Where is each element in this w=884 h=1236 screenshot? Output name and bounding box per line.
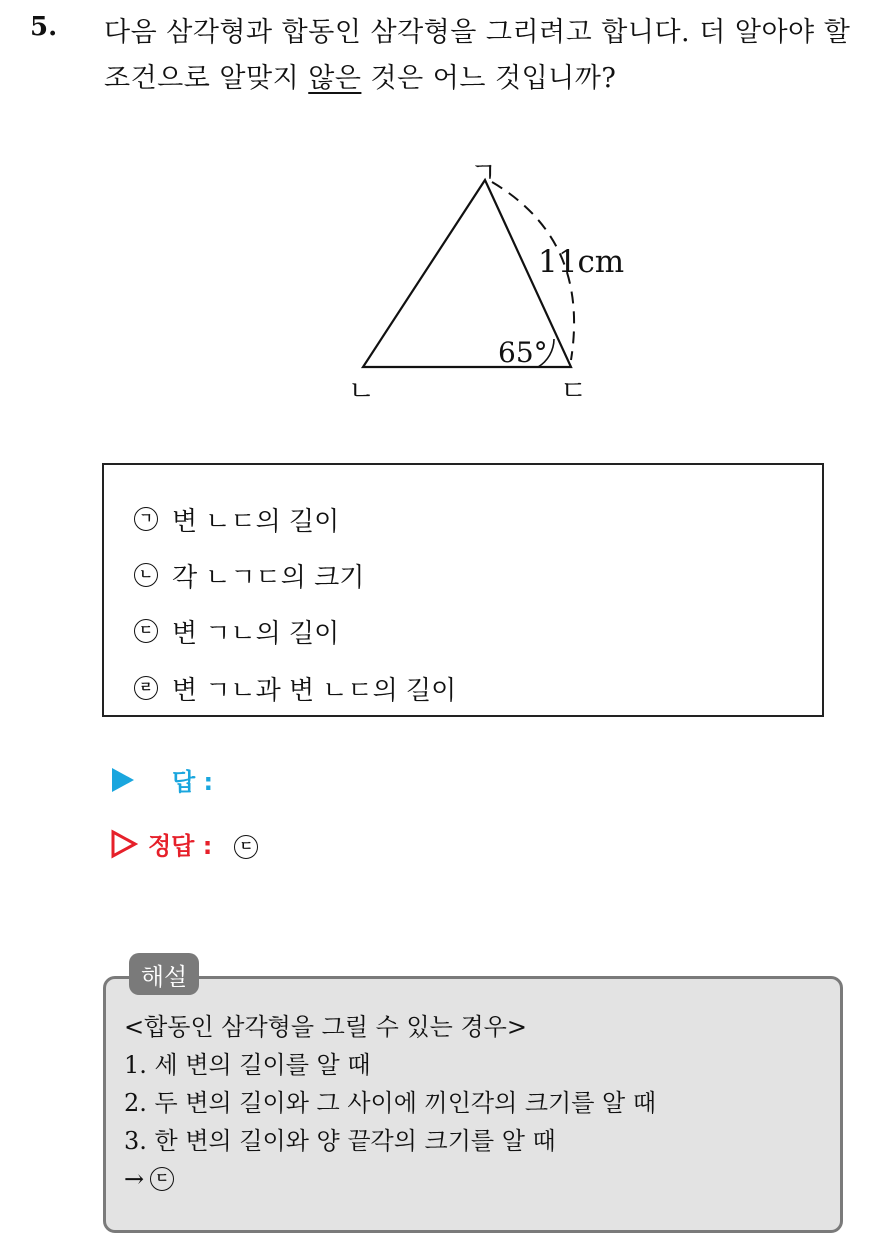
explanation-line-1: <합동인 삼각형을 그릴 수 있는 경우> bbox=[124, 1013, 527, 1041]
outline-triangle-icon bbox=[110, 829, 138, 859]
vertex-label-left: ㄴ bbox=[348, 374, 376, 407]
choice-2[interactable] bbox=[134, 555, 364, 595]
explanation-tag: 해설 bbox=[129, 953, 199, 995]
correct-answer-value bbox=[234, 829, 258, 859]
choice-1[interactable] bbox=[134, 499, 339, 539]
choice-3[interactable] bbox=[134, 611, 339, 651]
question-line-1: 다음 삼각형과 합동인 삼각형을 그리려고 합니다. 더 알아야 할 bbox=[104, 17, 851, 48]
correct-answer-row bbox=[110, 826, 258, 861]
explanation-conclusion-marker: ㄷ bbox=[150, 1167, 174, 1191]
angle-label: 65° bbox=[498, 336, 548, 369]
choice-1-marker: ㄱ bbox=[134, 507, 158, 531]
explanation-conclusion bbox=[124, 1160, 824, 1198]
question-underlined-word: 않은 bbox=[308, 63, 362, 94]
vertex-label-top: ㄱ bbox=[470, 156, 498, 189]
vertex-label-right: ㄷ bbox=[560, 374, 588, 407]
explanation-line-2: 1. 세 변의 길이를 알 때 bbox=[124, 1051, 371, 1079]
choice-3-text: 변 ㄱㄴ의 길이 bbox=[172, 618, 340, 649]
choice-4-text: 변 ㄱㄴ과 변 ㄴㄷ의 길이 bbox=[172, 675, 457, 706]
answer-label: 답 : bbox=[172, 768, 214, 796]
choice-2-marker: ㄴ bbox=[134, 563, 158, 587]
choice-4[interactable] bbox=[134, 668, 456, 708]
side-length-label: 11cm bbox=[538, 244, 625, 280]
choice-3-marker: ㄷ bbox=[134, 619, 158, 643]
right-arrow-icon: → bbox=[124, 1165, 145, 1193]
explanation-line-3: 2. 두 변의 길이와 그 사이에 끼인각의 크기를 알 때 bbox=[124, 1089, 657, 1117]
answer-row bbox=[110, 762, 213, 797]
question-number: 5. bbox=[30, 12, 58, 42]
choice-4-marker: ㄹ bbox=[134, 676, 158, 700]
triangle-figure bbox=[0, 0, 884, 440]
correct-answer-label: 정답 : bbox=[148, 832, 213, 860]
play-triangle-icon bbox=[110, 766, 136, 794]
correct-answer-marker: ㄷ bbox=[234, 835, 258, 859]
choices-box bbox=[102, 463, 824, 717]
question-line-2-start: 조건으로 알맞지 bbox=[104, 63, 309, 94]
explanation-text bbox=[124, 1008, 824, 1198]
explanation-line-4: 3. 한 변의 길이와 양 끝각의 크기를 알 때 bbox=[124, 1127, 556, 1155]
question-line-2-end: 것은 어느 것입니까? bbox=[361, 63, 617, 94]
choice-2-text: 각 ㄴㄱㄷ의 크기 bbox=[172, 562, 365, 593]
choice-1-text: 변 ㄴㄷ의 길이 bbox=[172, 506, 340, 537]
